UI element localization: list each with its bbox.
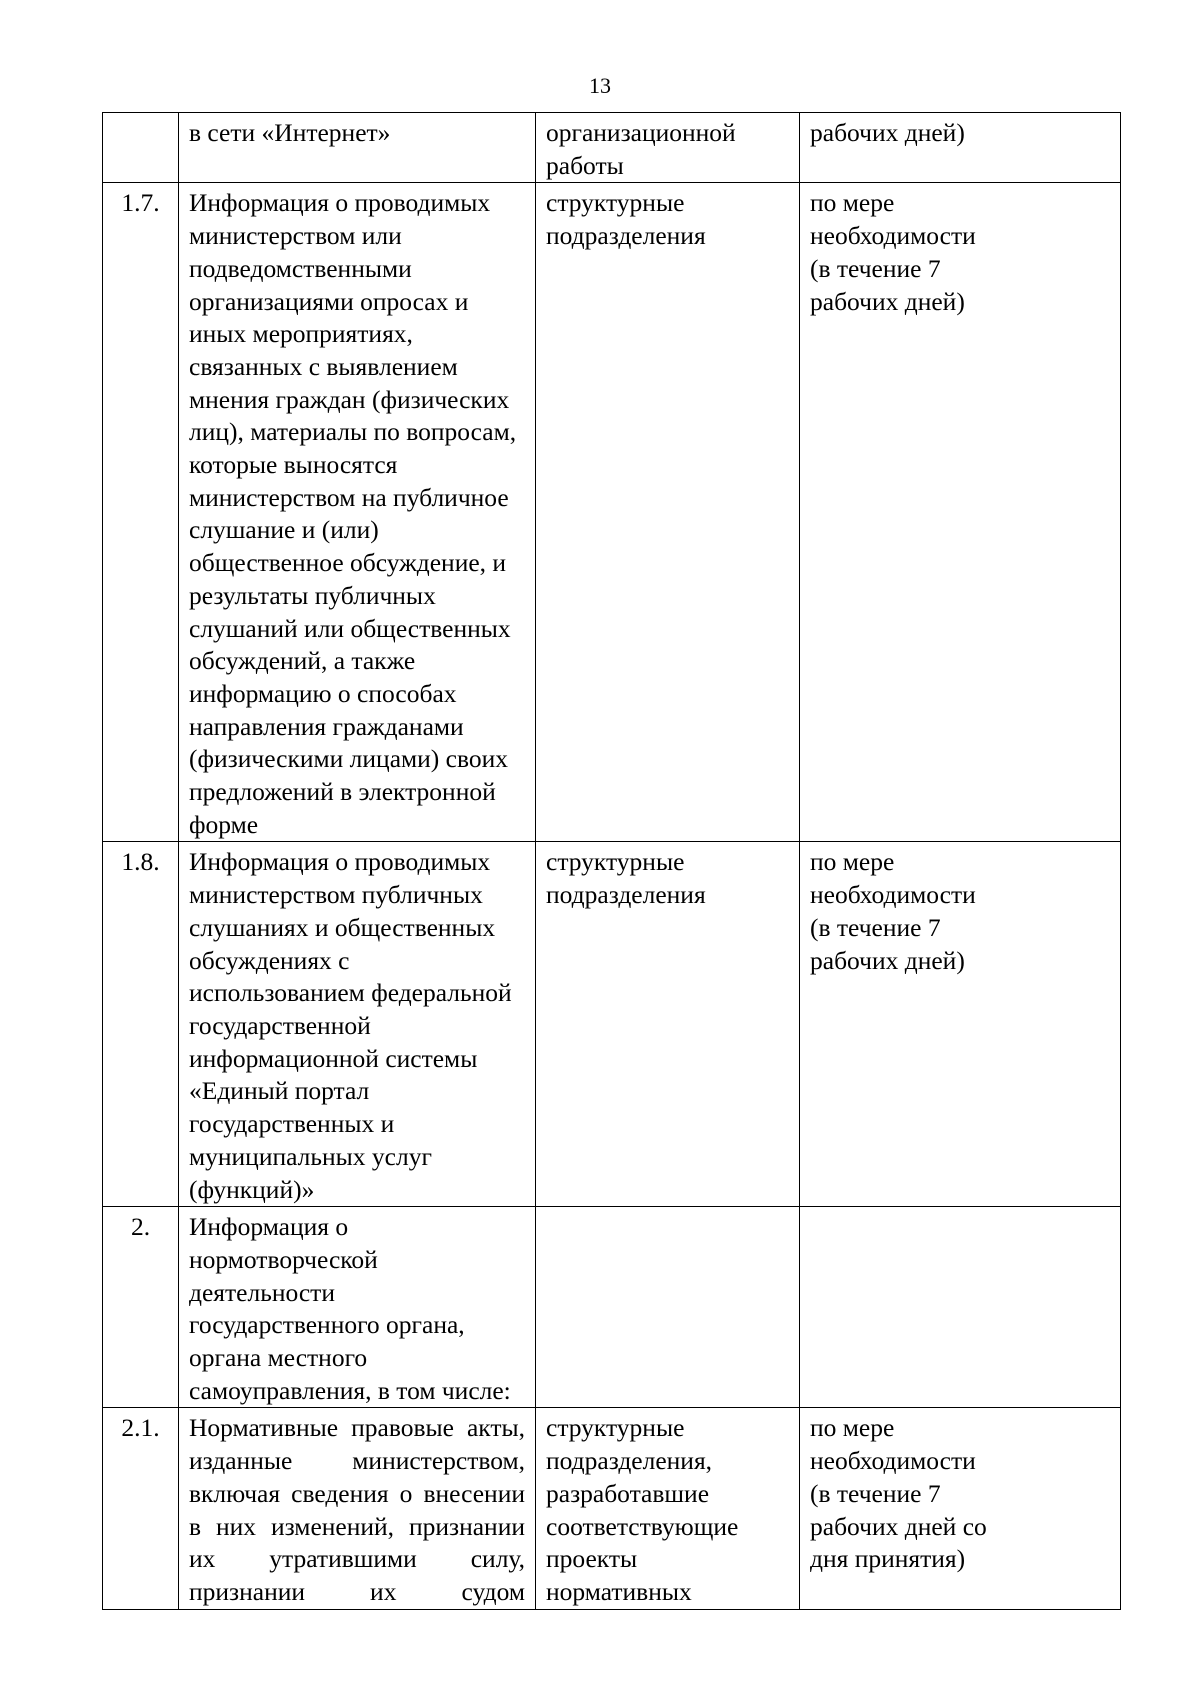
info-line: Нормативные правовые акты, [189,1413,525,1443]
deadline-cell: по мере необходимости (в течение 7 рабочих дней) [800,842,1121,1207]
info-line: изданные министерством, [189,1446,525,1476]
deadline-cell: рабочих дней) [800,113,1121,183]
info-cell: Информация о проводимых министерством или подведомственными организациями опросах и иных мероприятиях, связанных с выявлением мнения граждан (физических лиц), материалы по вопросам, которые выносятся министерством на публичное слушание и (или) общественное обсуждение, и результаты публичных слушаний или общественных обсуждений, а также информацию о способах направления гражданами (физическими лицами) своих предложений в электронной форме [179,183,536,842]
table-row [103,183,1121,842]
page-number: 13 [589,73,611,98]
row-number-cell [103,113,179,183]
row-number-cell: 2.1. [103,1408,179,1609]
deadline-cell [800,1207,1121,1408]
responsible-cell: структурные подразделения, разработавшие соответствующие проекты нормативных [536,1408,800,1609]
row-number-cell: 1.7. [103,183,179,842]
info-line: включая сведения о внесении [189,1478,525,1508]
responsible-cell: структурные подразделения [536,842,800,1207]
deadline-cell: по мере необходимости (в течение 7 рабочих дней со дня принятия) [800,1408,1121,1609]
responsible-cell: структурные подразделения [536,183,800,842]
deadline-cell: по мере необходимости (в течение 7 рабочих дней) [800,183,1121,842]
info-cell: в сети «Интернет» [179,113,536,183]
responsible-cell: организационной работы [536,113,800,183]
info-cell [179,1408,536,1609]
info-line: в них изменений, признании [189,1511,525,1541]
table-row [103,1207,1121,1408]
row-number-cell: 2. [103,1207,179,1408]
responsible-cell [536,1207,800,1408]
table-row [103,1408,1121,1609]
info-line: их утратившими силу, [189,1544,525,1574]
row-number-cell: 1.8. [103,842,179,1207]
document-table [102,112,1121,1610]
info-cell: Информация о нормотворческой деятельности государственного органа, органа местного самоуправления, в том числе: [179,1207,536,1408]
table-row [103,113,1121,183]
info-cell: Информация о проводимых министерством публичных слушаниях и общественных обсуждениях с использованием федеральной государственной информационной системы «Единый портал государственных и муниципальных услуг (функций)» [179,842,536,1207]
table-row [103,842,1121,1207]
info-line: признании их судом [189,1576,525,1606]
